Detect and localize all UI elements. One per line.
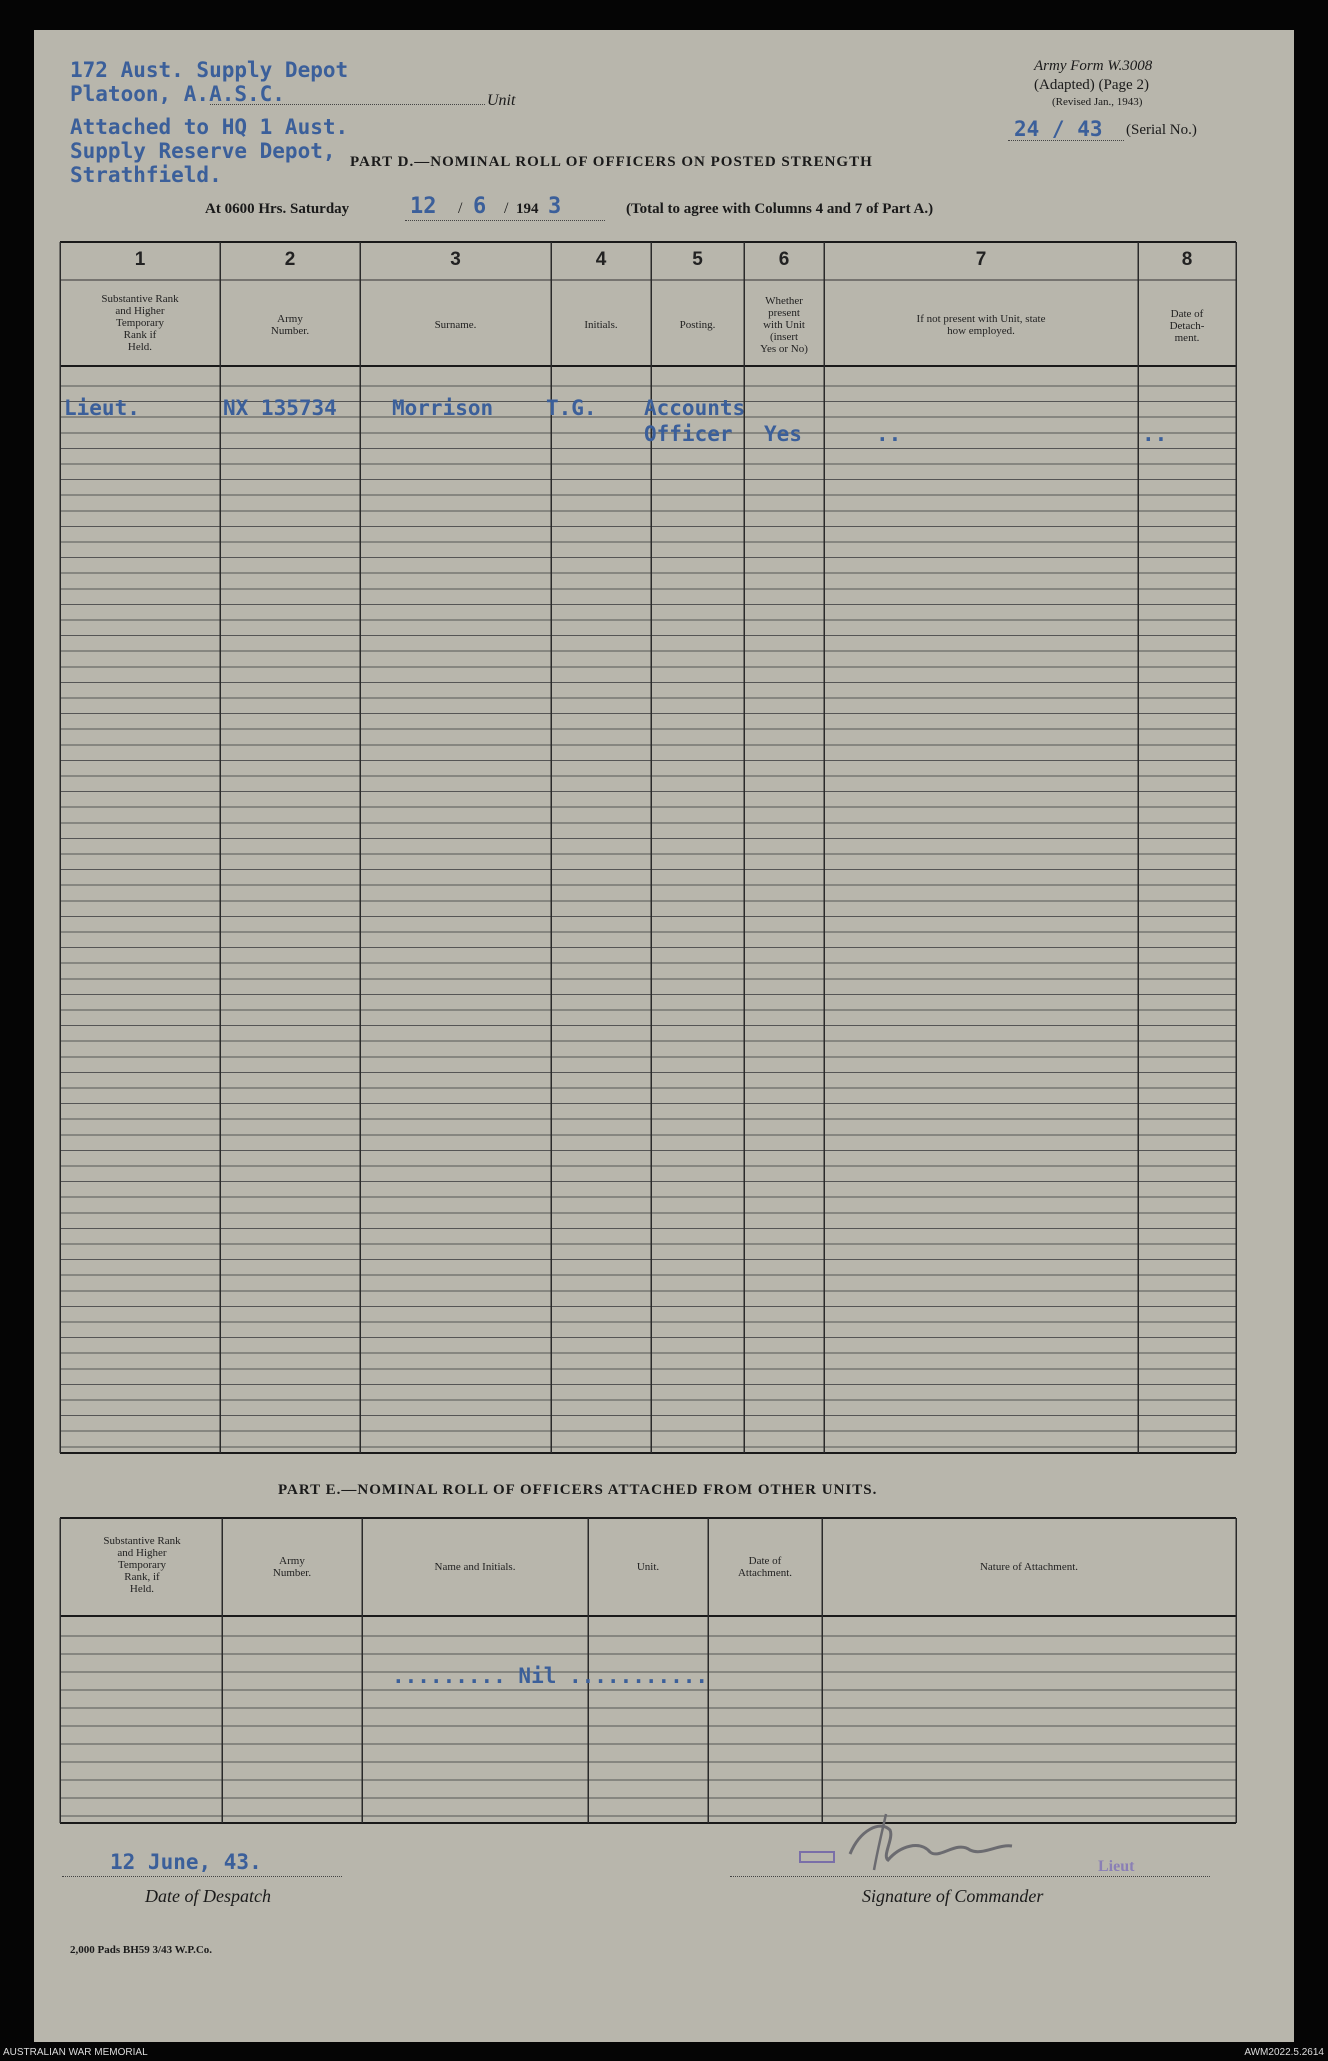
form-adapted: (Adapted) (Page 2) [1034, 77, 1149, 93]
part-e-title: PART E.—NOMINAL ROLL OF OFFICERS ATTACHED FROM OTHER UNITS. [278, 1482, 878, 1498]
row-how-employed: .. [876, 422, 902, 446]
e-col-header-date: Date of Attachment. [737, 1555, 793, 1579]
part-d-year-suffix: 3 [548, 194, 562, 219]
archive-name: AUSTRALIAN WAR MEMORIAL [3, 2047, 148, 2058]
unit-line-4: Supply Reserve Depot, [70, 139, 336, 163]
form-revised: (Revised Jan., 1943) [1052, 96, 1143, 108]
unit-label: Unit [487, 92, 516, 109]
serial-number: 24 / 43 [1014, 117, 1103, 141]
print-note: 2,000 Pads BH59 3/43 W.P.Co. [70, 1944, 213, 1956]
col-num-8: 8 [1181, 249, 1193, 270]
col-header-surname: Surname. [434, 319, 477, 331]
rank-stamp: Lieut [1098, 1858, 1135, 1875]
part-d-month: 6 [473, 194, 487, 219]
form-number: Army Form W.3008 [1034, 58, 1153, 74]
commander-signature [790, 1810, 1080, 1880]
unit-line-2: Platoon, A.A.S.C. [70, 82, 285, 106]
col-num-7: 7 [975, 249, 987, 270]
row-posting-line-2: Officer [644, 422, 733, 446]
e-col-header-rank: Substantive Rank and Higher Temporary Rank, if Held. [103, 1535, 181, 1595]
row-posting-line-1: Accounts [644, 396, 746, 420]
col-header-rank: Substantive Rank and Higher Temporary Rank if Held. [101, 293, 179, 353]
unit-line-1: 172 Aust. Supply Depot [70, 58, 349, 82]
col-header-present: Whether present with Unit (insert Yes or No) [760, 295, 808, 355]
col-num-2: 2 [284, 249, 296, 270]
row-army-number: NX 135734 [223, 396, 337, 420]
col-header-how-employed: If not present with Unit, state how employed. [916, 313, 1046, 337]
part-d-title: PART D.—NOMINAL ROLL OF OFFICERS ON POSTED STRENGTH [350, 154, 873, 170]
row-initials: T.G. [546, 396, 597, 420]
e-col-header-nature: Nature of Attachment. [979, 1561, 1079, 1573]
row-date-detachment: .. [1142, 422, 1168, 446]
unit-line-5: Strathfield. [70, 163, 222, 187]
col-header-posting: Posting. [679, 319, 716, 331]
signature-label: Signature of Commander [862, 1886, 1044, 1906]
date-slash-2: / [504, 200, 509, 217]
part-d-total-note: (Total to agree with Columns 4 and 7 of Part A.) [626, 201, 934, 217]
col-header-initials: Initials. [584, 319, 618, 331]
col-num-1: 1 [134, 249, 146, 270]
date-slash-1: / [458, 200, 463, 217]
e-col-header-unit: Unit. [636, 1561, 660, 1573]
col-num-6: 6 [778, 249, 790, 270]
serial-label: (Serial No.) [1126, 122, 1197, 138]
despatch-line [62, 1876, 342, 1877]
col-num-4: 4 [595, 249, 607, 270]
col-num-5: 5 [692, 249, 703, 270]
row-surname: Morrison [392, 396, 494, 420]
archive-reference: AWM2022.5.2614 [1244, 2047, 1324, 2058]
e-col-header-name: Name and Initials. [434, 1561, 516, 1573]
e-col-header-army-number: Army Number. [272, 1555, 312, 1579]
unit-line-3: Attached to HQ 1 Aust. [70, 115, 349, 139]
col-header-date-detachment: Date of Detach- ment. [1169, 308, 1205, 344]
row-present: Yes [764, 422, 802, 446]
part-d-year-prefix: 194 [516, 201, 539, 217]
signature-line [730, 1876, 1210, 1877]
part-d-at-text: At 0600 Hrs. Saturday [205, 201, 350, 217]
date-of-despatch-label: Date of Despatch [145, 1886, 271, 1906]
part-d-day: 12 [410, 194, 437, 219]
date-of-despatch-value: 12 June, 43. [110, 1850, 262, 1874]
col-header-army-number: Army Number. [270, 313, 310, 337]
col-num-3: 3 [450, 249, 461, 270]
part-e-nil-entry: ......... Nil ........... [392, 1664, 709, 1688]
row-rank: Lieut. [64, 396, 140, 420]
archive-footer [0, 2046, 1328, 2061]
